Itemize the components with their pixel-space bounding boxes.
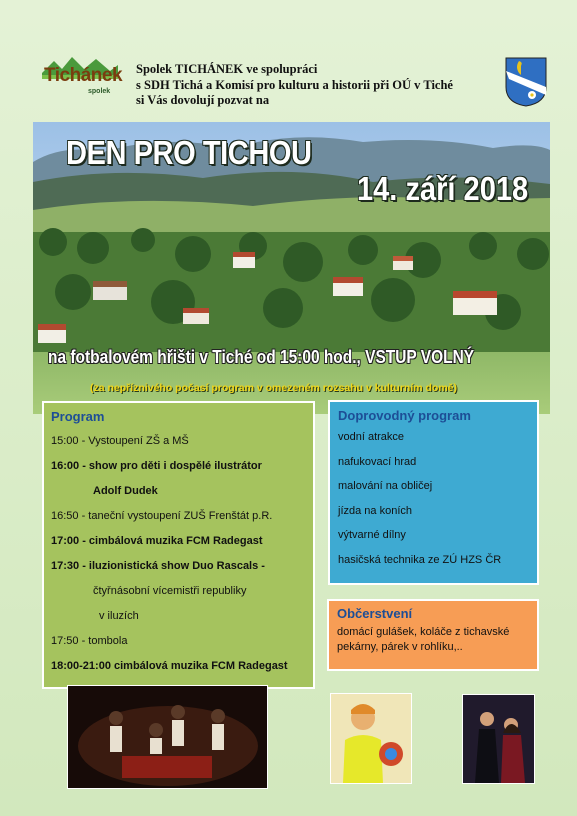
program-row: 15:00 - Vystoupení ZŠ a MŠ (51, 435, 189, 447)
magicians-photo (462, 694, 535, 784)
program-row: 17:00 - cimbálová muzika FCM Radegast (51, 535, 263, 547)
side-program-item: nafukovací hrad (338, 455, 417, 468)
tichanek-logo (40, 55, 123, 101)
program-row: v iluzích (99, 610, 139, 622)
program-row: 17:50 - tombola (51, 635, 128, 647)
logo-sub: spolek (88, 88, 111, 95)
side-program-item: malování na obličej (338, 480, 433, 492)
side-program-item: jízda na koních (338, 504, 412, 517)
program-row: čtyřnásobní vícemistři republiky (93, 585, 247, 597)
program-row: Adolf Dudek (93, 485, 158, 497)
weather-note: (za nepříznivého počasí program v omezeném rozsahu v kulturním domě) (90, 382, 457, 394)
program-box (42, 401, 315, 689)
side-program-item: hasičská technika ze ZÚ HZS ČR (338, 553, 502, 566)
refreshments-box (327, 599, 539, 671)
side-program-heading: Doprovodný program (338, 408, 471, 423)
program-row: 16:00 - show pro děti i dospělé ilustrátor (51, 460, 262, 472)
side-program-item: výtvarné dílny (338, 529, 406, 541)
event-date: 14. září 2018 (357, 170, 529, 207)
invitation-text (136, 62, 496, 109)
village-crest-icon (505, 57, 547, 107)
event-venue: na fotbalovém hřišti v Tiché od 15:00 hod., VSTUP VOLNÝ (48, 347, 475, 367)
logo-text: Tichánek (44, 65, 123, 86)
band-photo (67, 685, 268, 789)
illustrator-photo (330, 693, 412, 784)
program-row: 18:00-21:00 cimbálová muzika FCM Radegast (51, 660, 288, 672)
intro-line: s SDH Tichá a Komisí pro kulturu a historii při OÚ v Tiché (136, 77, 453, 92)
program-heading: Program (51, 409, 105, 424)
intro-line: si Vás dovolují pozvat na (136, 93, 270, 107)
program-row: 17:30 - iluzionistická show Duo Rascals - (51, 560, 265, 572)
refreshments-heading: Občerstvení (337, 606, 413, 621)
event-title: DEN PRO TICHOU (66, 134, 312, 171)
refreshments-text: domácí gulášek, koláče z tichavské pekárny, párek v rohlíku,.. (337, 626, 510, 653)
side-program-box (328, 400, 539, 585)
program-row: 16:50 - taneční vystoupení ZUŠ Frenštát p.R. (51, 510, 273, 522)
side-program-item: vodní atrakce (338, 431, 405, 443)
intro-line: Spolek TICHÁNEK ve spolupráci (136, 62, 318, 76)
